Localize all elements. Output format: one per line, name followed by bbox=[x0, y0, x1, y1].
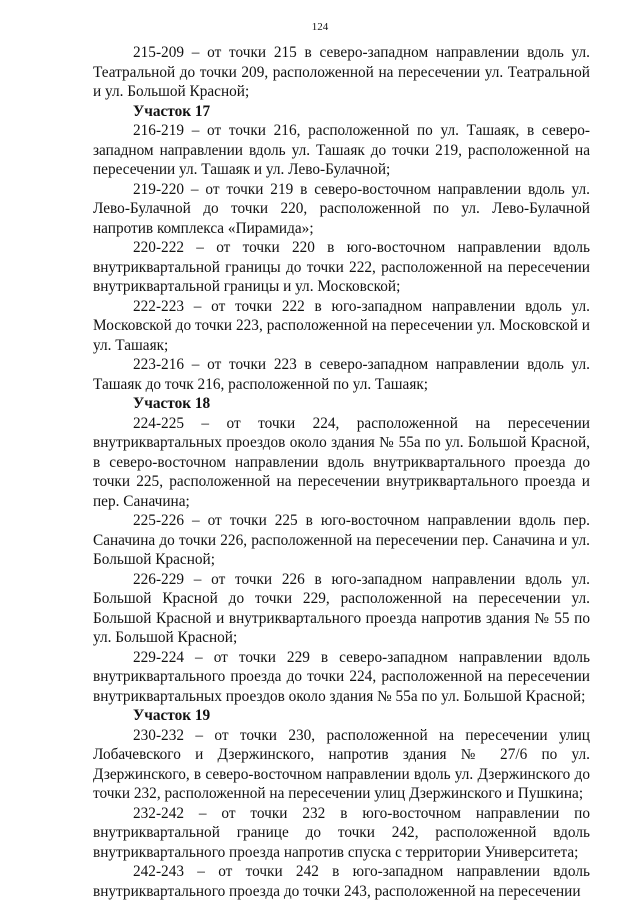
paragraph: 222-223 – от точки 222 в юго-западном направлении вдоль ул. Московской до точки 223, расположенной на пересечении ул. Московской и ул. Ташаяк; bbox=[93, 297, 590, 354]
paragraph: 226-229 – от точки 226 в юго-западном направлении вдоль ул. Большой Красной до точки 229, расположенной на пересечении ул. Большой Красной и внутриквартального проезда напротив здания № 55 по ул. Большой Красной; bbox=[93, 570, 590, 646]
paragraph: 232-242 – от точки 232 в юго-восточном направлении по внутриквартальной границе до точки 242, расположенной вдоль внутриквартального проезда напротив спуска с территории Университета; bbox=[93, 804, 590, 861]
paragraph: 215-209 – от точки 215 в северо-западном направлении вдоль ул. Театральной до точки 209, расположенной на пересечении ул. Театральной и ул. Большой Красной; bbox=[93, 44, 590, 100]
paragraph: 220-222 – от точки 220 в юго-восточном направлении вдоль внутриквартальной границы до точки 222, расположенной на пересечении внутриквартальной границы и ул. Московской; bbox=[93, 239, 590, 295]
paragraph: 242-243 – от точки 242 в юго-западном направлении вдоль внутриквартального проезда до точки 243, расположенной на пересечении bbox=[93, 863, 590, 900]
section-heading: Участок 19 bbox=[133, 707, 211, 724]
paragraph: 216-219 – от точки 216, расположенной по ул. Ташаяк, в северо-западном направлении вдоль ул. Ташаяк до точки 219, расположенной на пересечении ул. Ташаяк и ул. Лево-Булачной; bbox=[93, 122, 590, 178]
paragraph: 223-216 – от точки 223 в северо-западном направлении вдоль ул. Ташаяк до точк 216, расположенной по ул. Ташаяк; bbox=[93, 356, 590, 393]
paragraph: 229-224 – от точки 229 в северо-западном направлении вдоль внутриквартального проезда до точки 224, расположенной на пересечении внутриквартальных проездов около здания № 55а по ул. Большой Красной; bbox=[93, 648, 590, 705]
document-body bbox=[93, 43, 590, 901]
section-heading: Участок 17 bbox=[133, 102, 211, 120]
paragraph: 225-226 – от точки 225 в юго-восточном направлении вдоль пер. Саначина до точки 226, расположенной на пересечении пер. Саначина и ул. Большой Красной; bbox=[93, 512, 590, 568]
page-number: 124 bbox=[311, 21, 329, 33]
paragraph: 224-225 – от точки 224, расположенной на пересечении внутриквартальных проездов около здания № 55а по ул. Большой Красной, в северо-восточном направлении вдоль внутриквартального проезда до точки 225, расположенной на пересечении внутриквартального проезда и пер. Саначина; bbox=[93, 414, 590, 510]
paragraph: 219-220 – от точки 219 в северо-восточном направлении вдоль ул. Лево-Булачной до точки 220, расположенной по ул. Лево-Булачной напротив комплекса «Пирамида»; bbox=[93, 180, 590, 237]
paragraph: 230-232 – от точки 230, расположенной на пересечении улиц Лобачевского и Дзержинского, напротив здания № 27/6 по ул. Дзержинского, в северо-восточном направлении вдоль ул. Дзержинского до точки 232, расположенной на пересечении улиц Дзержинского и Пушкина; bbox=[93, 726, 590, 802]
section-heading: Участок 18 bbox=[133, 395, 211, 412]
